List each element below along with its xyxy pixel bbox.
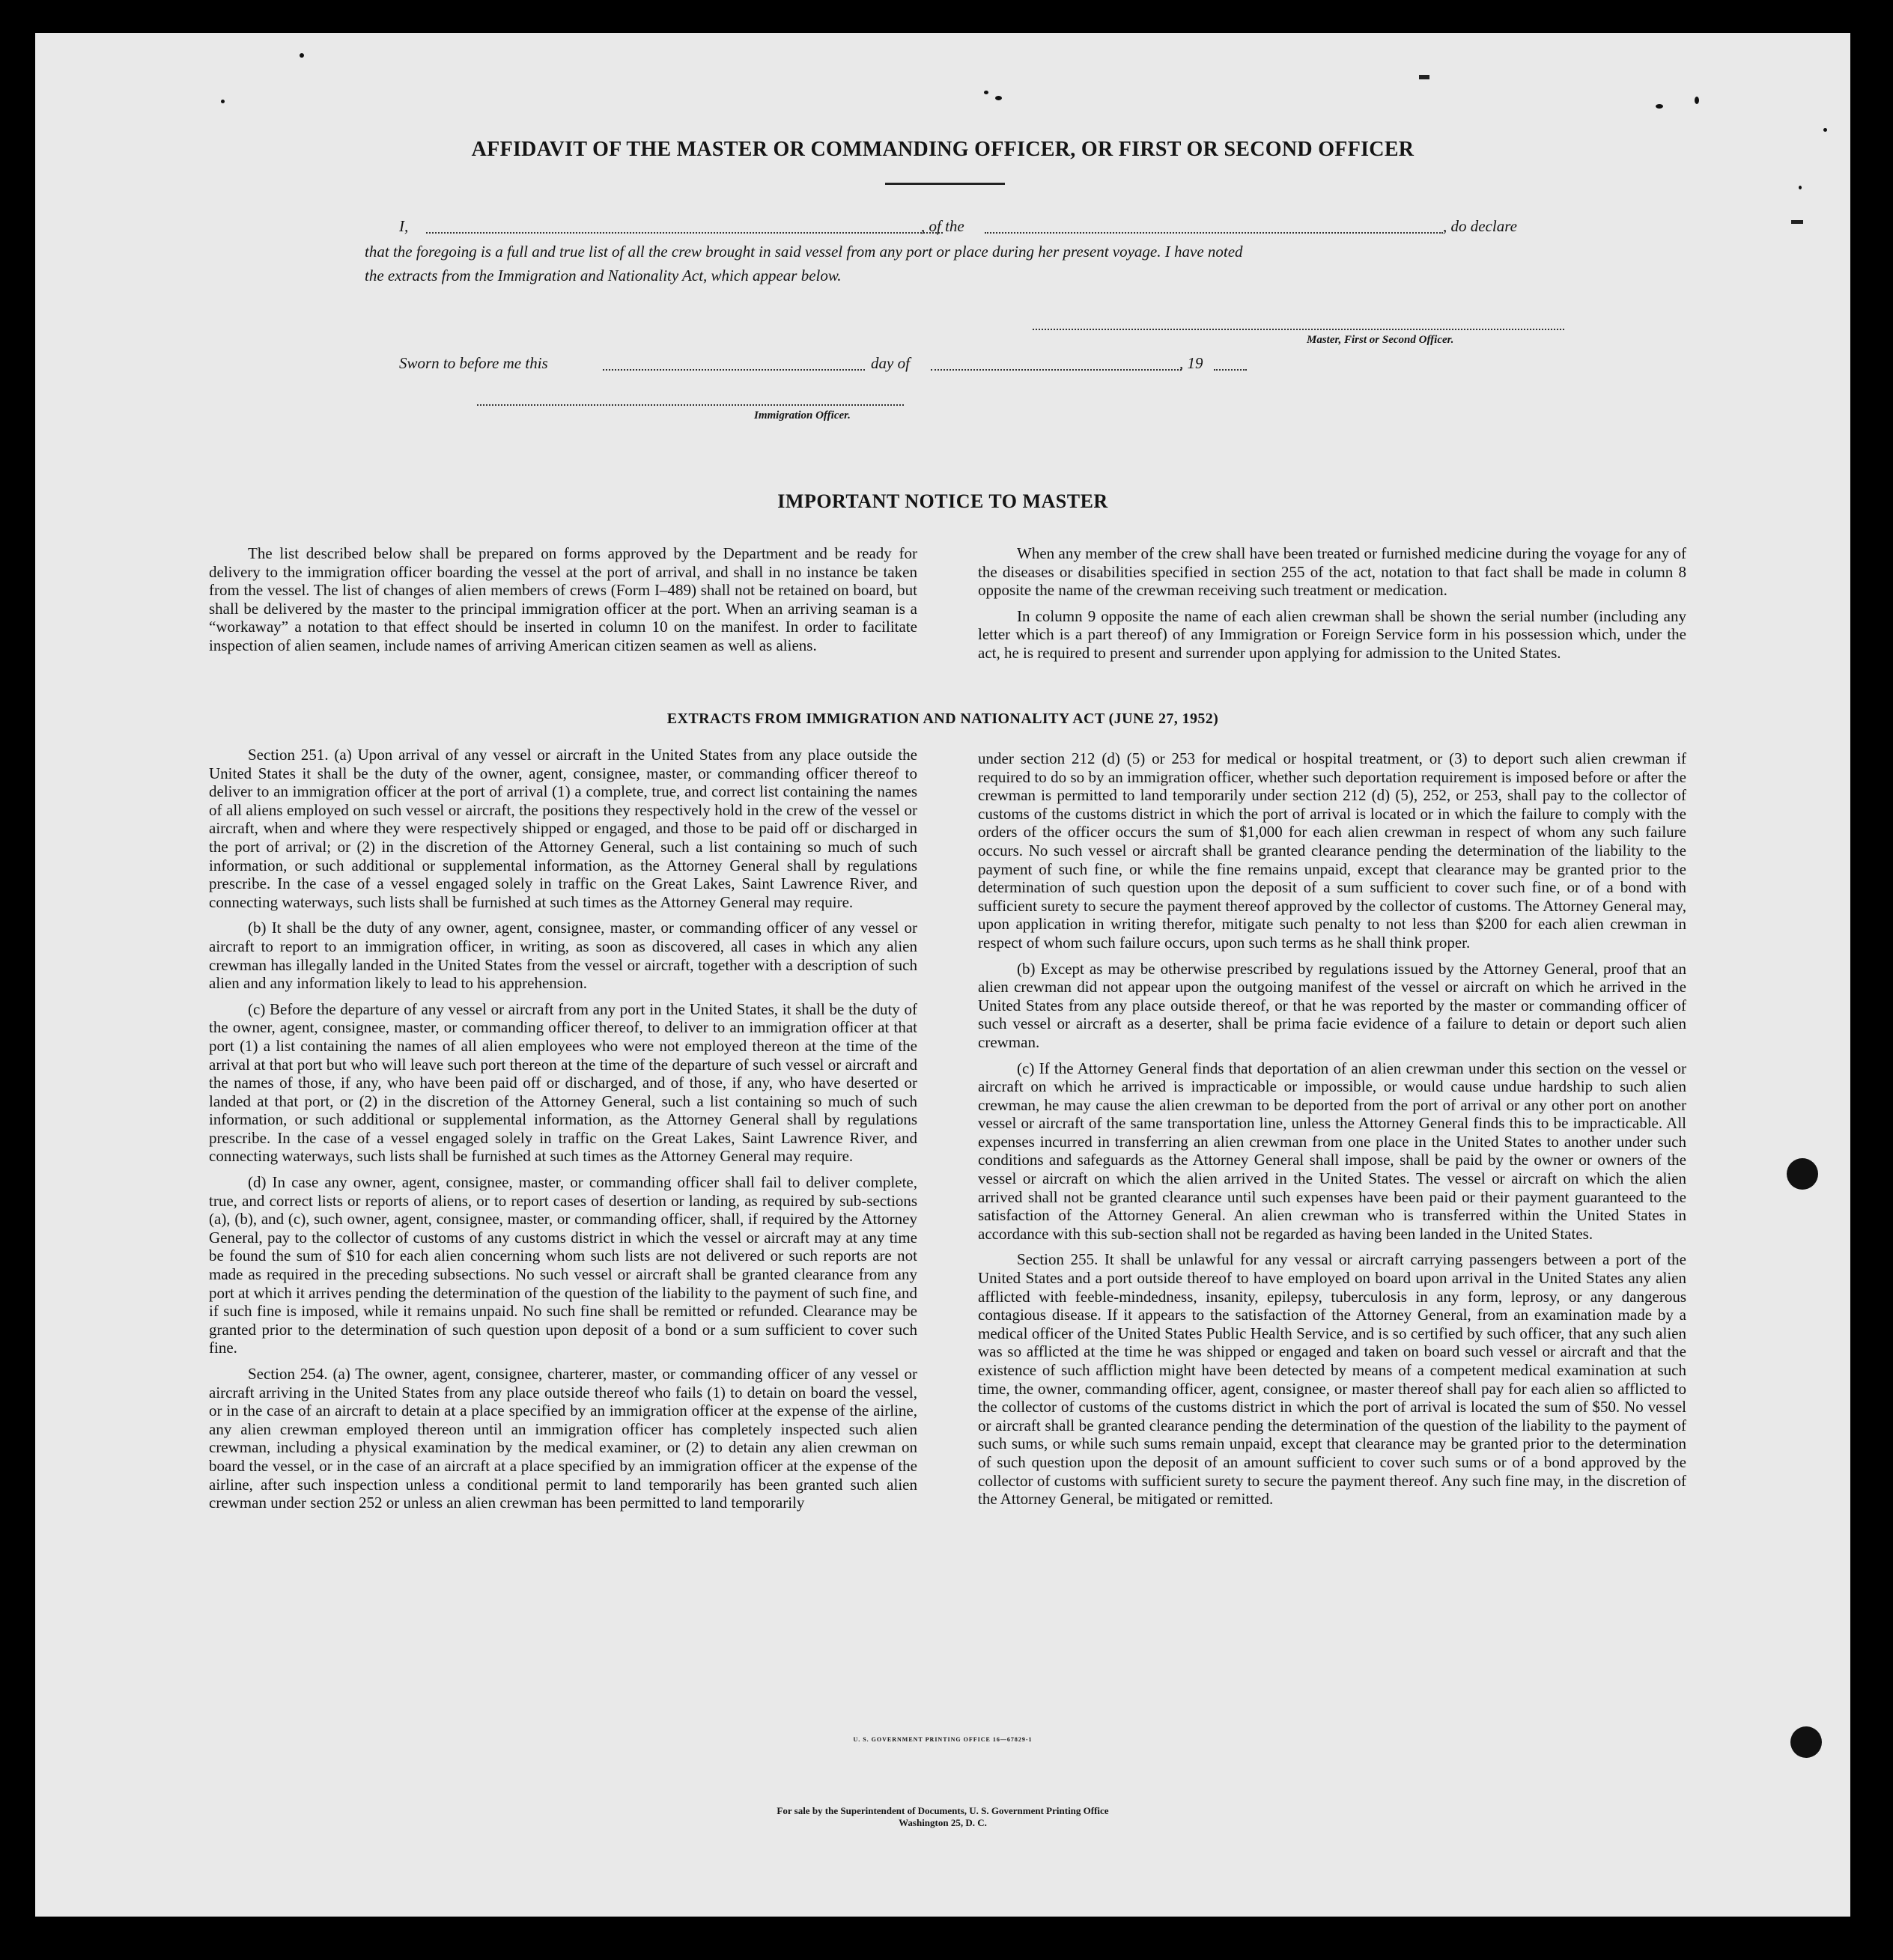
section-251a: Section 251. (a) Upon arrival of any vessel or aircraft in the United States from any place outside the United States it shall be the duty of the owner, agent, consignee, master, or commanding officer thereof to deliver to an immigration officer at the port of arrival (1) a complete, true, and correct list containing the names of all aliens employed on such vessel or aircraft, the positions they respectively hold in the crew of the vessel or aircraft, when and where they were respectively shipped or engaged, and those to be paid off or discharged in the port of arrival; or (2) in the discretion of the Attorney General, such a list containing so much of such information, or such additional or supplemental information, as the Attorney General shall by regulations prescribe. In the case of a vessel engaged solely in traffic on the Great Lakes, Saint Lawrence River, and connecting waterways, such lists shall be furnished at such times as the Attorney General may require. — [209, 746, 917, 911]
affidavit-title: AFFIDAVIT OF THE MASTER OR COMMANDING OFFICER, OR FIRST OR SECOND OFFICER — [471, 138, 1415, 161]
section-254c: (c) If the Attorney General finds that deportation of an alien crewman under this section on the vessel or aircraft on which he arrived is impracticable or impossible, or would cause undue hardship to such alien crewman, he may cause the alien crewman to be deported from the port of arrival or any other port on another vessel or aircraft of the same transportation line, unless the Attorney General finds this to be impracticable. All expenses incurred in transferring an alien crewman from one place in the United States to another under such conditions and safeguards as the Attorney General shall impose, shall be paid by the owner or owners of the vessel or aircraft on which the alien arrived in the United States. The vessel or aircraft on which the alien arrived shall not be granted clearance until such expenses have been paid or their payment guaranteed to the satisfaction of the Attorney General. An alien crewman who is transferred within the United States in accordance with this sub-section shall not be regarded as having been landed in the United States. — [978, 1059, 1686, 1243]
sale-notice-line1: For sale by the Superintendent of Documents, U. S. Government Printing Office — [777, 1805, 1109, 1816]
master-signature-caption: Master, First or Second Officer. — [1307, 334, 1454, 346]
immigration-officer-signature-field[interactable] — [477, 404, 904, 406]
sworn-month-field[interactable] — [931, 369, 1182, 371]
of-the-label: , of the — [921, 217, 964, 235]
day-of-label: day of — [871, 354, 910, 372]
extracts-left-column — [209, 746, 917, 1520]
sworn-label: Sworn to before me this — [399, 354, 548, 372]
do-declare-label: , do declare — [1443, 217, 1517, 235]
notice-paragraph: The list described below shall be prepared on forms approved by the Department and be ready for delivery to the immigration officer boarding the vessel at the port of arrival, and shall in no instance be taken from the vessel. The list of changes of alien members of crews (Form I–489) shall not be retained on board, but shall be delivered by the master to the principal immigration officer at the port. When an arriving seaman is a “workaway” a notation to that effect should be inserted in column 10 on the manifest. In order to facilitate inspection of alien seamen, include names of arriving American citizen seamen as well as aliens. — [209, 544, 917, 654]
declarant-prefix: I, — [399, 217, 409, 235]
section-255: Section 255. It shall be unlawful for any vessal or aircraft carrying passengers between a port of the United States and a port outside thereof to have employed on board upon arrival in the United States any alien afflicted with feeble-mindedness, insanity, epilepsy, tuberculosis in any form, leprosy, or any dangerous contagious disease. If it appears to the satisfaction of the Attorney General, from an examination made by a medical officer of the United States Public Health Service, and is so certified by such officer, that any such alien was so afflicted at the time he was shipped or engaged and taken on board such vessel or aircraft and that the existence of such affliction might have been detected by means of a competent medical examination at such time, the owner, commanding officer, agent, consignee, or master thereof shall pay for each alien so afflicted to the collector of customs of the customs district in which the port of arrival is located the sum of $50. No vessel or aircraft shall be granted clearance pending the determination of the question of the liability to the payment of such sums, or while such sums remain unpaid, except that clearance may be granted prior to the determination of such question upon the deposit of an amount sufficient to cover such sums or of a bond approved by the collector of customs with sufficient surety to secure the payment thereof. Any such fine may, in the discretion of the Attorney General, be mitigated or remitted. — [978, 1250, 1686, 1509]
scan-speck — [1695, 97, 1699, 104]
declaration-text: that the foregoing is a full and true list of all the crew brought in said vessel from any port or place during her present voyage. I have noted — [365, 243, 1243, 261]
sworn-day-field[interactable] — [603, 369, 865, 371]
scan-speck — [995, 96, 1002, 100]
punch-hole — [1787, 1158, 1818, 1190]
year-label: , 19 — [1179, 354, 1203, 372]
title-divider — [885, 183, 1005, 185]
vessel-name-field[interactable] — [985, 232, 1443, 234]
extracts-title: EXTRACTS FROM IMMIGRATION AND NATIONALITY ACT (JUNE 27, 1952) — [666, 710, 1219, 727]
notice-paragraph: In column 9 opposite the name of each alien crewman shall be shown the serial number (including any letter which is a part thereof) of any Immigration or Foreign Service form in his possession which, under the act, he is required to present and surrender upon applying for admission to the United States. — [978, 606, 1686, 662]
form-page — [35, 33, 1850, 1917]
immigration-officer-caption: Immigration Officer. — [754, 410, 851, 421]
declaration-text-continued: the extracts from the Immigration and Nationality Act, which appear below. — [365, 267, 842, 284]
scan-speck — [1823, 128, 1827, 132]
master-signature-field[interactable] — [1033, 329, 1564, 330]
section-254b: (b) Except as may be otherwise prescribed by regulations issued by the Attorney General, proof that an alien crewman did not appear upon the outgoing manifest of the vessel or aircraft on which he arrived in the United States from any place outside thereof, or that he was reported by the master or commanding officer of such vessel or aircraft as a deserter, shall be prima facie evidence of a failure to detain or deport such alien crewman. — [978, 959, 1686, 1051]
notice-title: IMPORTANT NOTICE TO MASTER — [777, 490, 1108, 512]
section-251d: (d) In case any owner, agent, consignee, master, or commanding officer shall fail to deliver complete, true, and correct lists or reports of aliens, or to report cases of desertion or landing, as required by sub-sections (a), (b), and (c), such owner, agent, consignee, master, or commanding officer, shall, if required by the Attorney General, pay to the collector of customs of any customs district in which the vessel or aircraft may at any time be found the sum of $10 for each alien concerning whom such lists are not delivered or such reports are not made as required in the preceding subsections. No such vessel or aircraft shall be granted clearance from any port at which it arrives pending the determination of the question of the liability to the payment of such fine, and if such fine is imposed, while it remains unpaid. No such fine shall be remitted or refunded. Clearance may be granted prior to the determination of such question upon deposit of a bond or a sum sufficient to cover such fine. — [209, 1173, 917, 1357]
notice-paragraph: When any member of the crew shall have been treated or furnished medicine during the voyage for any of the diseases or disabilities specified in section 255 of the act, notation to that fact shall be made in column 8 opposite the name of the crewman receiving such treatment or medication. — [978, 544, 1686, 600]
section-254a: Section 254. (a) The owner, agent, consignee, charterer, master, or commanding officer of any vessel or aircraft arriving in the United States from any place outside thereof who fails (1) to detain on board the vessel, or in the case of an aircraft to detain at a place specified by an immigration officer at the expense of the airline, any alien crewman employed thereon until an immigration officer has completely inspected such alien crewman, including a physical examination by the medical examiner, or (2) to detain any alien crewman on board the vessel, or in the case of an aircraft at a place specified by an immigration officer at the expense of the airline, after such inspection unless a conditional permit to land temporarily has been granted such alien crewman under section 252 or unless an alien crewman has been permitted to land temporarily — [209, 1365, 917, 1512]
section-251b: (b) It shall be the duty of any owner, agent, consignee, master, or commanding officer of any vessel or aircraft to report to an immigration officer, in writing, as soon as discovered, all cases in which any alien crewman has illegally landed in the United States from the vessel or aircraft, together with a description of such alien and any information likely to lead to his apprehension. — [209, 919, 917, 993]
scan-speck — [984, 91, 988, 94]
scan-speck — [221, 100, 225, 103]
section-254a-continued: under section 212 (d) (5) or 253 for medical or hospital treatment, or (3) to deport such alien crewman if required to do so by an immigration officer, whether such deportation requirement is imposed before or after the crewman is permitted to land temporarily under section 212 (d) (5), 252, or 253, shall pay to the collector of customs of the customs district in which the port of arrival is located or in which the failure to comply with the orders of the officer occurs the sum of $1,000 for each alien crewman in respect of whom any such failure occurs. No such vessel or aircraft shall be granted clearance pending the determination of the liability to the payment of such fine, or while the fine remains unpaid, except that clearance may be granted prior to the determination of such question upon the deposit of a sum sufficient to cover such fine, or of a bond with sufficient surety to secure the payment thereof approved by the collector of customs. The Attorney General may, upon application in writing therefor, mitigate such penalty to not less than $200 for each alien crewman in respect of whom such failure occurs, upon such terms as he shall think proper. — [978, 749, 1686, 952]
sale-notice — [35, 1805, 1850, 1829]
notice-right-column — [978, 544, 1686, 670]
gpo-imprint: U. S. GOVERNMENT PRINTING OFFICE 16—67829-1 — [853, 1736, 1033, 1743]
scan-speck — [1791, 220, 1803, 224]
sworn-year-field[interactable] — [1214, 369, 1247, 371]
extracts-right-column — [978, 749, 1686, 1516]
sale-notice-line2: Washington 25, D. C. — [899, 1817, 987, 1828]
scan-speck — [1419, 75, 1429, 79]
scan-speck — [1656, 104, 1663, 109]
declarant-name-field[interactable] — [426, 232, 943, 234]
section-251c: (c) Before the departure of any vessel or aircraft from any port in the United States, it shall be the duty of the owner, agent, consignee, master, or commanding officer thereof, to deliver to an immigration officer at that port (1) a list containing the names of all alien employees who were not employed thereon at the time of the arrival at that port but who will leave such port thereon at the time of the departure of such vessel or aircraft and the names of those, if any, who have been paid off or discharged, and of those, if any, who have deserted or landed at that port, or (2) in the discretion of the Attorney General, such a list containing so much of such information, or such additional or supplemental information, as the Attorney General shall by regulations prescribe. In the case of a vessel engaged solely in traffic on the Great Lakes, Saint Lawrence River, and connecting waterways, such lists shall be furnished at such times as the Attorney General may require. — [209, 999, 917, 1166]
scan-speck — [300, 53, 304, 58]
scan-speck — [1799, 186, 1802, 189]
notice-left-column — [209, 544, 917, 663]
